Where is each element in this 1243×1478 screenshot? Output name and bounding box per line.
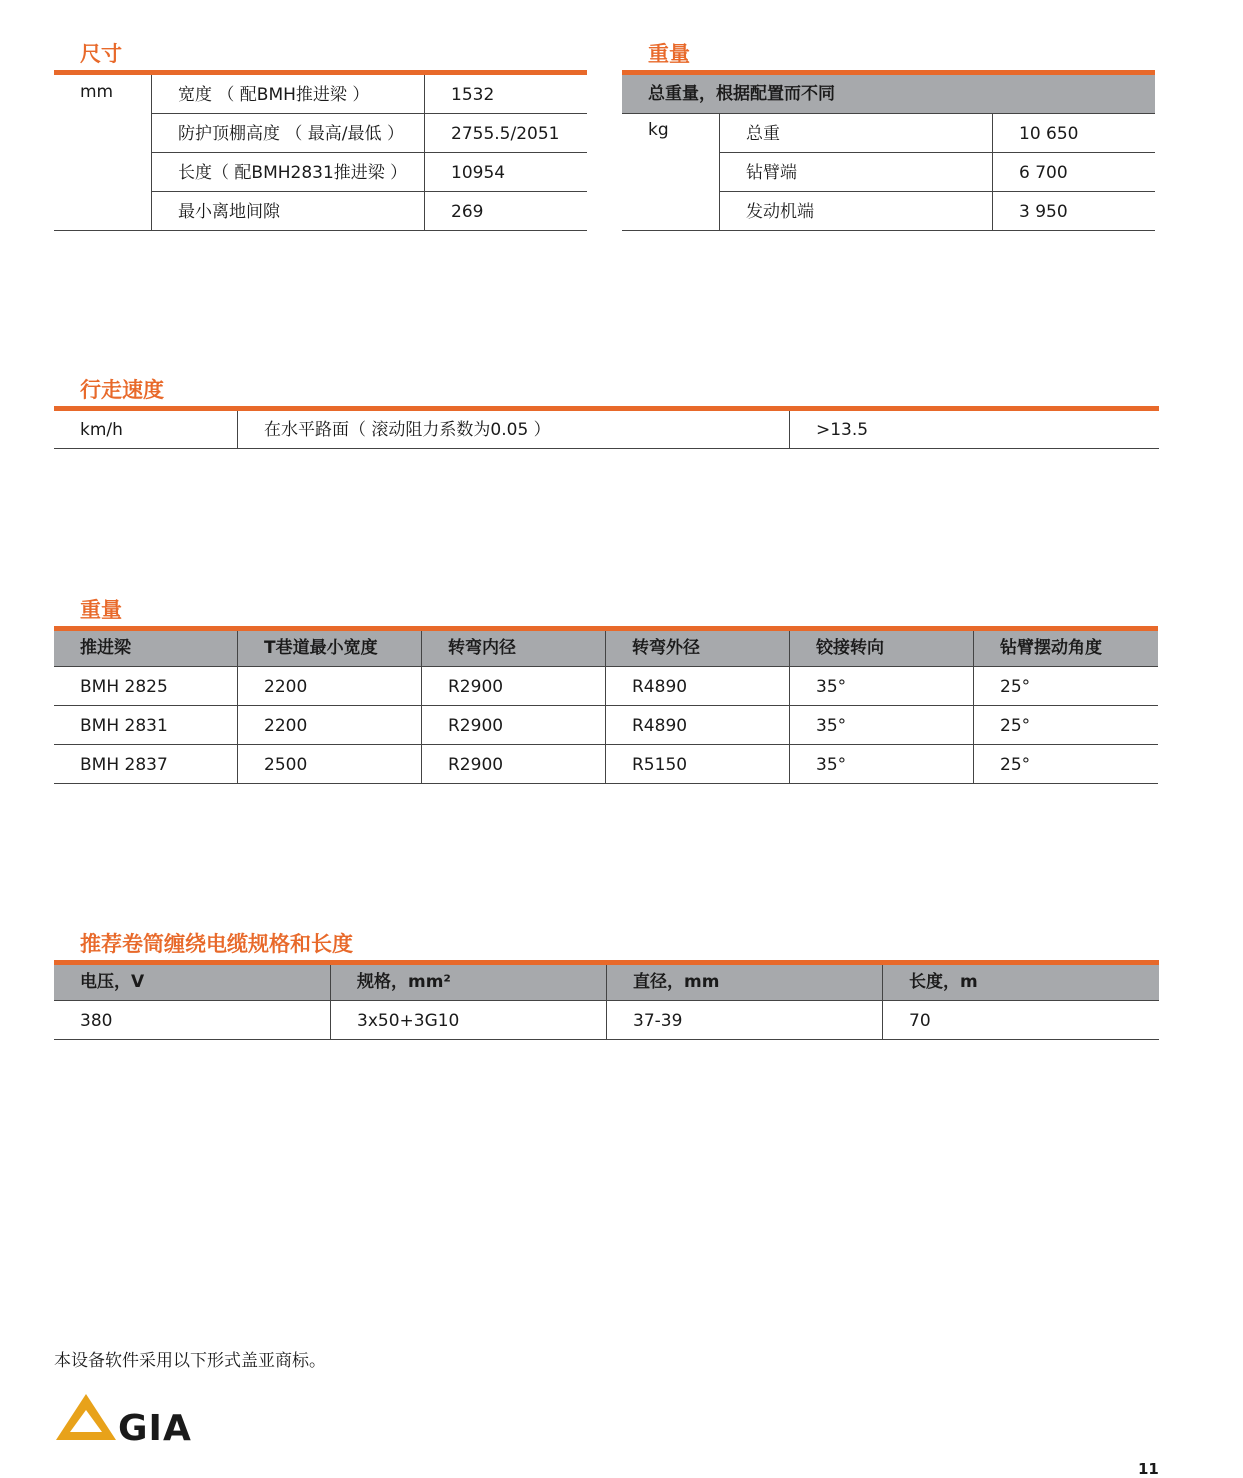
turning-cell: 25°: [1000, 755, 1031, 775]
dimensions-title: 尺寸: [80, 42, 122, 66]
dimensions-row-label: 宽度 （ 配BMH推进梁 ）: [178, 85, 370, 105]
turning-header-cell: T巷道最小宽度: [264, 638, 378, 658]
cable-header-cell: 直径，mm: [633, 972, 720, 992]
dimensions-unit: mm: [80, 82, 114, 102]
turning-title: 重量: [80, 598, 122, 622]
table-divider: [789, 411, 790, 449]
turning-cell: R2900: [448, 755, 504, 775]
weight-row-label: 总重: [746, 124, 780, 144]
speed-title: 行走速度: [80, 378, 164, 402]
weight-row-value: 3 950: [1019, 202, 1068, 222]
turning-header-cell: 推进梁: [80, 638, 131, 658]
turning-cell: 35°: [816, 677, 847, 697]
turning-cell: 2200: [264, 677, 308, 697]
dimensions-row-label: 最小离地间隙: [178, 202, 280, 222]
dimensions-row-value: 1532: [451, 85, 495, 105]
turning-cell: 2500: [264, 755, 308, 775]
turning-cell: R4890: [632, 716, 688, 736]
table-divider: [606, 965, 607, 1040]
table-divider: [54, 705, 1158, 706]
table-divider: [789, 631, 790, 784]
speed-section: [54, 376, 1159, 450]
dimensions-row-value: 2755.5/2051: [451, 124, 560, 144]
weight-header: 总重量，根据配置而不同: [648, 84, 835, 104]
table-divider: [424, 75, 425, 231]
speed-value: >13.5: [816, 420, 869, 440]
page-number: 11: [1138, 1460, 1159, 1478]
table-divider: [719, 191, 1155, 192]
turning-cell: 35°: [816, 755, 847, 775]
cable-cell: 70: [909, 1011, 931, 1031]
turning-cell: R5150: [632, 755, 688, 775]
table-divider: [237, 411, 238, 449]
weight-title: 重量: [648, 42, 690, 66]
turning-cell: 25°: [1000, 677, 1031, 697]
weight-row-label: 发动机端: [746, 202, 814, 222]
gia-logo: [54, 1392, 206, 1444]
table-divider: [54, 744, 1158, 745]
turning-header-cell: 转弯内径: [448, 638, 516, 658]
table-divider: [330, 965, 331, 1040]
turning-cell: 35°: [816, 716, 847, 736]
table-divider: [151, 113, 587, 114]
cable-header-cell: 电压，V: [80, 972, 145, 992]
turning-cell: 25°: [1000, 716, 1031, 736]
table-divider: [719, 152, 1155, 153]
cable-title: 推荐卷筒缠绕电缆规格和长度: [80, 932, 353, 956]
cable-header-cell: 规格，mm²: [357, 972, 451, 992]
table-divider: [54, 666, 1158, 667]
table-divider: [237, 631, 238, 784]
table-divider: [992, 114, 993, 231]
footnote: 本设备软件采用以下形式盖亚商标。: [54, 1351, 326, 1371]
turning-cell: 2200: [264, 716, 308, 736]
dimensions-row-label: 防护顶棚高度 （ 最高/最低 ）: [178, 124, 404, 144]
svg-text:GIA: GIA: [118, 1408, 192, 1444]
table-divider: [151, 152, 587, 153]
turning-cell: BMH 2831: [80, 716, 168, 736]
table-divider: [54, 448, 1159, 449]
table-divider: [719, 114, 720, 231]
turning-section: [54, 596, 1158, 786]
cable-cell: 3x50+3G10: [357, 1011, 460, 1031]
table-divider: [622, 230, 1155, 231]
table-divider: [605, 631, 606, 784]
weight-row-value: 10 650: [1019, 124, 1079, 144]
dimensions-row-label: 长度（ 配BMH2831推进梁 ）: [178, 163, 408, 183]
table-divider: [151, 75, 152, 231]
table-divider: [622, 113, 1155, 114]
weight-row-value: 6 700: [1019, 163, 1068, 183]
turning-header-cell: 铰接转向: [816, 638, 884, 658]
table-divider: [882, 965, 883, 1040]
turning-cell: BMH 2837: [80, 755, 168, 775]
turning-cell: R2900: [448, 716, 504, 736]
table-divider: [54, 783, 1158, 784]
cable-cell: 37-39: [633, 1011, 683, 1031]
cable-section: [54, 930, 1159, 1042]
table-divider: [973, 631, 974, 784]
table-divider: [54, 230, 587, 231]
weight-unit: kg: [648, 120, 669, 140]
speed-label: 在水平路面（ 滚动阻力系数为0.05 ）: [264, 420, 551, 440]
dimensions-row-value: 269: [451, 202, 484, 222]
turning-header-cell: 钻臂摆动角度: [1000, 638, 1102, 658]
speed-unit: km/h: [80, 420, 123, 440]
turning-cell: R4890: [632, 677, 688, 697]
dimensions-row-value: 10954: [451, 163, 506, 183]
table-divider: [151, 191, 587, 192]
turning-cell: BMH 2825: [80, 677, 168, 697]
weight-row-label: 钻臂端: [746, 163, 797, 183]
turning-header-cell: 转弯外径: [632, 638, 700, 658]
cable-cell: 380: [80, 1011, 113, 1031]
dimensions-section: [54, 40, 587, 232]
table-divider: [421, 631, 422, 784]
weight-section: [622, 40, 1155, 232]
turning-cell: R2900: [448, 677, 504, 697]
cable-header-cell: 长度，m: [909, 972, 978, 992]
